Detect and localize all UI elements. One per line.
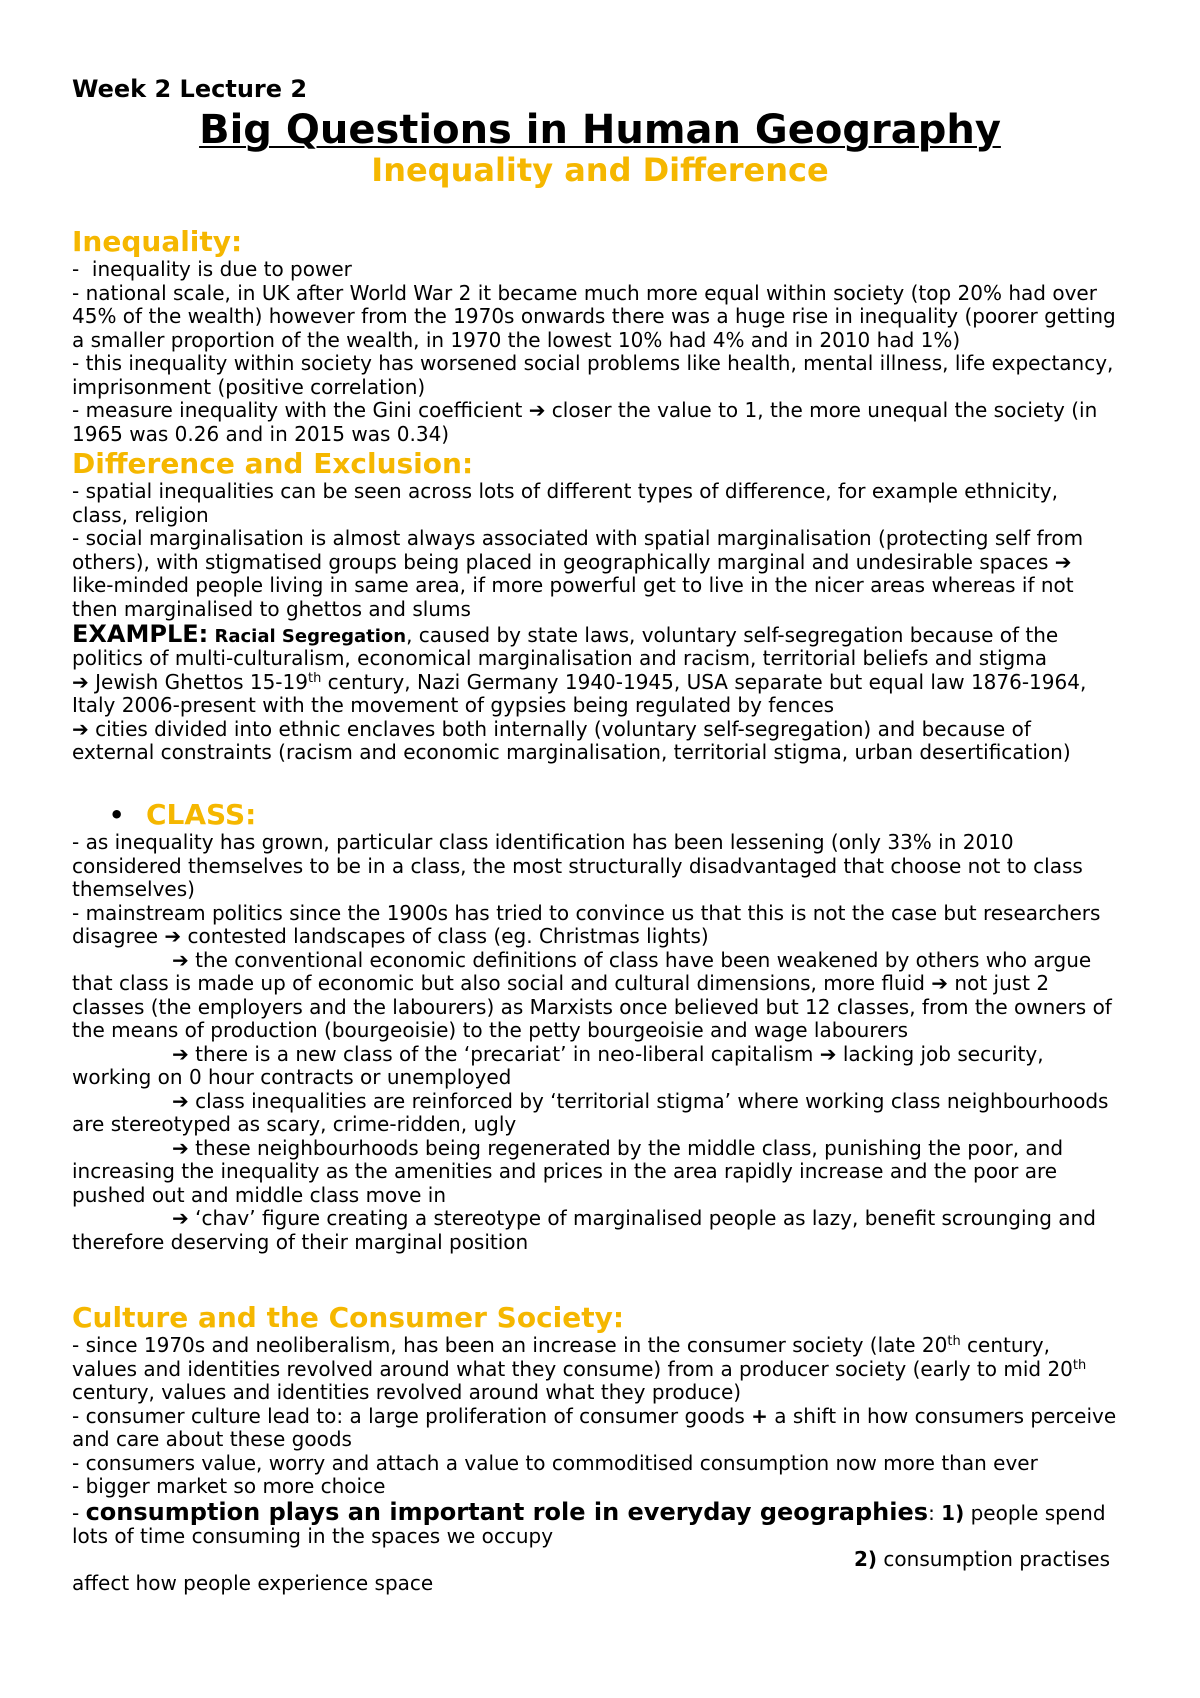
- section-heading-difference: Difference and Exclusion:: [72, 447, 474, 480]
- lecture-label: Week 2 Lecture 2: [72, 75, 308, 103]
- text-line: lots of time consuming in the spaces we occupy: [72, 1523, 554, 1548]
- superscript: th: [1072, 1357, 1087, 1373]
- text-line: - inequality is due to power: [72, 257, 352, 281]
- text-line: - spatial inequalities can be seen across lots of different types of difference, for example ethnicity,: [72, 479, 1058, 503]
- text-line: politics of multi-culturalism, economical marginalisation and racism, territorial beliefs and stigma: [72, 646, 1047, 670]
- emphasis-text: consumption plays an important role in everyday geographies: [85, 1497, 929, 1526]
- text-line: 1965 was 0.26 and in 2015 was 0.34): [72, 421, 450, 446]
- text-line: themselves): [72, 877, 195, 901]
- text-line: external constraints (racism and economic marginalisation, territorial stigma, urban desertification): [72, 740, 1071, 764]
- text-line: that class is made up of economic but also social and cultural dimensions, more fluid ➔ not just 2: [72, 971, 1050, 995]
- text-line: imprisonment (positive correlation): [72, 374, 426, 399]
- superscript: th: [947, 1334, 961, 1349]
- text-line: [72, 1334, 1128, 1358]
- text-line: Italy 2006-present with the movement of gypsies being regulated by fences: [72, 693, 835, 717]
- text-segment: :: [928, 1500, 942, 1525]
- text-line: - mainstream politics since the 1900s has tried to convince us that this is not the case but researchers: [72, 900, 1101, 925]
- text-line: affect how people experience space: [72, 1570, 434, 1595]
- indented-line: ➔ these neighbourhoods being regenerated by the middle class, punishing the poor, and: [172, 1135, 1064, 1160]
- text-line: - as inequality has grown, particular class identification has been lessening (only 33% in 2010: [72, 830, 1014, 854]
- point-number: 2): [854, 1547, 878, 1571]
- text-line: considered themselves to be in a class, the most structurally disadvantaged that choose not to class: [72, 853, 1083, 878]
- text-line: [72, 1405, 1128, 1429]
- text-line: - social marginalisation is almost always associated with spatial marginalisation (protecting self from: [72, 526, 1084, 550]
- section-heading-inequality: Inequality:: [72, 225, 243, 258]
- text-line: class, religion: [72, 502, 209, 527]
- text-line: then marginalised to ghettos and slums: [72, 596, 471, 621]
- text-line: like-minded people living in same area, if more powerful get to live in the nicer areas whereas if not: [72, 573, 1074, 597]
- text-line: [72, 1358, 1128, 1382]
- indented-line: ➔ the conventional economic definitions of class have been weakened by others who argue: [172, 947, 1092, 972]
- text-line: others), with stigmatised groups being placed in geographically marginal and undesirable spaces ➔: [72, 549, 1072, 574]
- text-line: - this inequality within society has worsened social problems like health, mental illness, life expectancy,: [72, 351, 1114, 375]
- text-segment: - consumer culture lead to: a large proliferation of consumer goods: [72, 1403, 752, 1428]
- text-line: - bigger market so more choice: [72, 1474, 386, 1498]
- example-topic: Racial Segregation: [208, 626, 407, 647]
- text-segment: values and identities revolved around what they consume) from a producer society (early to mid 20: [72, 1356, 1073, 1381]
- text-line: [72, 671, 1128, 695]
- text-line: - consumers value, worry and attach a value to commoditised consumption now more than ever: [72, 1450, 1038, 1475]
- example-label: EXAMPLE:: [72, 620, 209, 648]
- text-line: are stereotyped as scary, crime-ridden, ugly: [72, 1112, 517, 1136]
- indented-line: ➔ there is a new class of the ‘precariat’ in neo-liberal capitalism ➔ lacking job security,: [172, 1041, 1044, 1066]
- text-segment: a shift in how consumers perceive: [767, 1403, 1117, 1428]
- text-line: the means of production (bourgeoisie) to the petty bourgeoisie and wage labourers: [72, 1018, 909, 1042]
- text-line: ➔ cities divided into ethnic enclaves both internally (voluntary self-segregation) and because of: [72, 716, 1031, 741]
- text-segment: -: [72, 1500, 86, 1525]
- text-line: - measure inequality with the Gini coefficient ➔ closer the value to 1, the more unequal the society (in: [72, 398, 1098, 422]
- text-line: classes (the employers and the labourers) as Marxists once believed but 12 classes, from the owners of: [72, 994, 1112, 1019]
- text-segment: - since 1970s and neoliberalism, has been an increase in the consumer society (late 20: [72, 1333, 948, 1357]
- text-line: a smaller proportion of the wealth, in 1970 the lowest 10% had 4% and in 2010 had 1%): [72, 327, 961, 352]
- text-segment: century, Nazi Germany 1940-1945, USA separate but equal law 1876-1964,: [321, 669, 1087, 694]
- example-text: , caused by state laws, voluntary self-segregation because of the: [406, 623, 1059, 647]
- text-line: increasing the inequality as the amenities and prices in the area rapidly increase and the poor are: [72, 1159, 1058, 1183]
- text-segment: ➔ Jewish Ghettos 15-19: [72, 669, 308, 694]
- example-line: [72, 621, 1128, 647]
- text-line: pushed out and middle class move in: [72, 1182, 447, 1207]
- text-line: therefore deserving of their marginal position: [72, 1229, 529, 1254]
- text-line: disagree ➔ contested landscapes of class (eg. Christmas lights): [72, 924, 709, 948]
- superscript: th: [307, 670, 322, 686]
- text-line: century, values and identities revolved around what they produce): [72, 1380, 742, 1404]
- text-line: 45% of the wealth) however from the 1970s onwards there was a huge rise in inequality (poorer getting: [72, 304, 1116, 328]
- indented-line: ➔ ‘chav’ figure creating a stereotype of marginalised people as lazy, benefit scrounging and: [172, 1206, 1096, 1230]
- text-line: [72, 1548, 1128, 1572]
- text-segment: people spend: [964, 1500, 1106, 1525]
- text-line: and care about these goods: [72, 1427, 352, 1451]
- bold-plus: +: [751, 1403, 768, 1428]
- point-number: 1): [941, 1500, 965, 1525]
- class-heading-text: CLASS:: [146, 798, 257, 831]
- text-segment: century,: [960, 1333, 1050, 1357]
- indented-line: ➔ class inequalities are reinforced by ‘territorial stigma’ where working class neighbourhoods: [172, 1088, 1109, 1113]
- list-bullet: •: [109, 801, 125, 829]
- section-heading-culture: Culture and the Consumer Society:: [72, 1301, 625, 1334]
- text-line: - national scale, in UK after World War 2 it became much more equal within society (top 20% had over: [72, 280, 1097, 305]
- text-segment: consumption practises: [877, 1547, 1110, 1571]
- document-subtitle: Inequality and Difference: [371, 151, 829, 189]
- document-title: Big Questions in Human Geography: [199, 107, 1001, 153]
- emphasis-line: [72, 1499, 1128, 1525]
- section-heading-class: [72, 799, 1128, 831]
- text-line: working on 0 hour contracts or unemployed: [72, 1065, 512, 1089]
